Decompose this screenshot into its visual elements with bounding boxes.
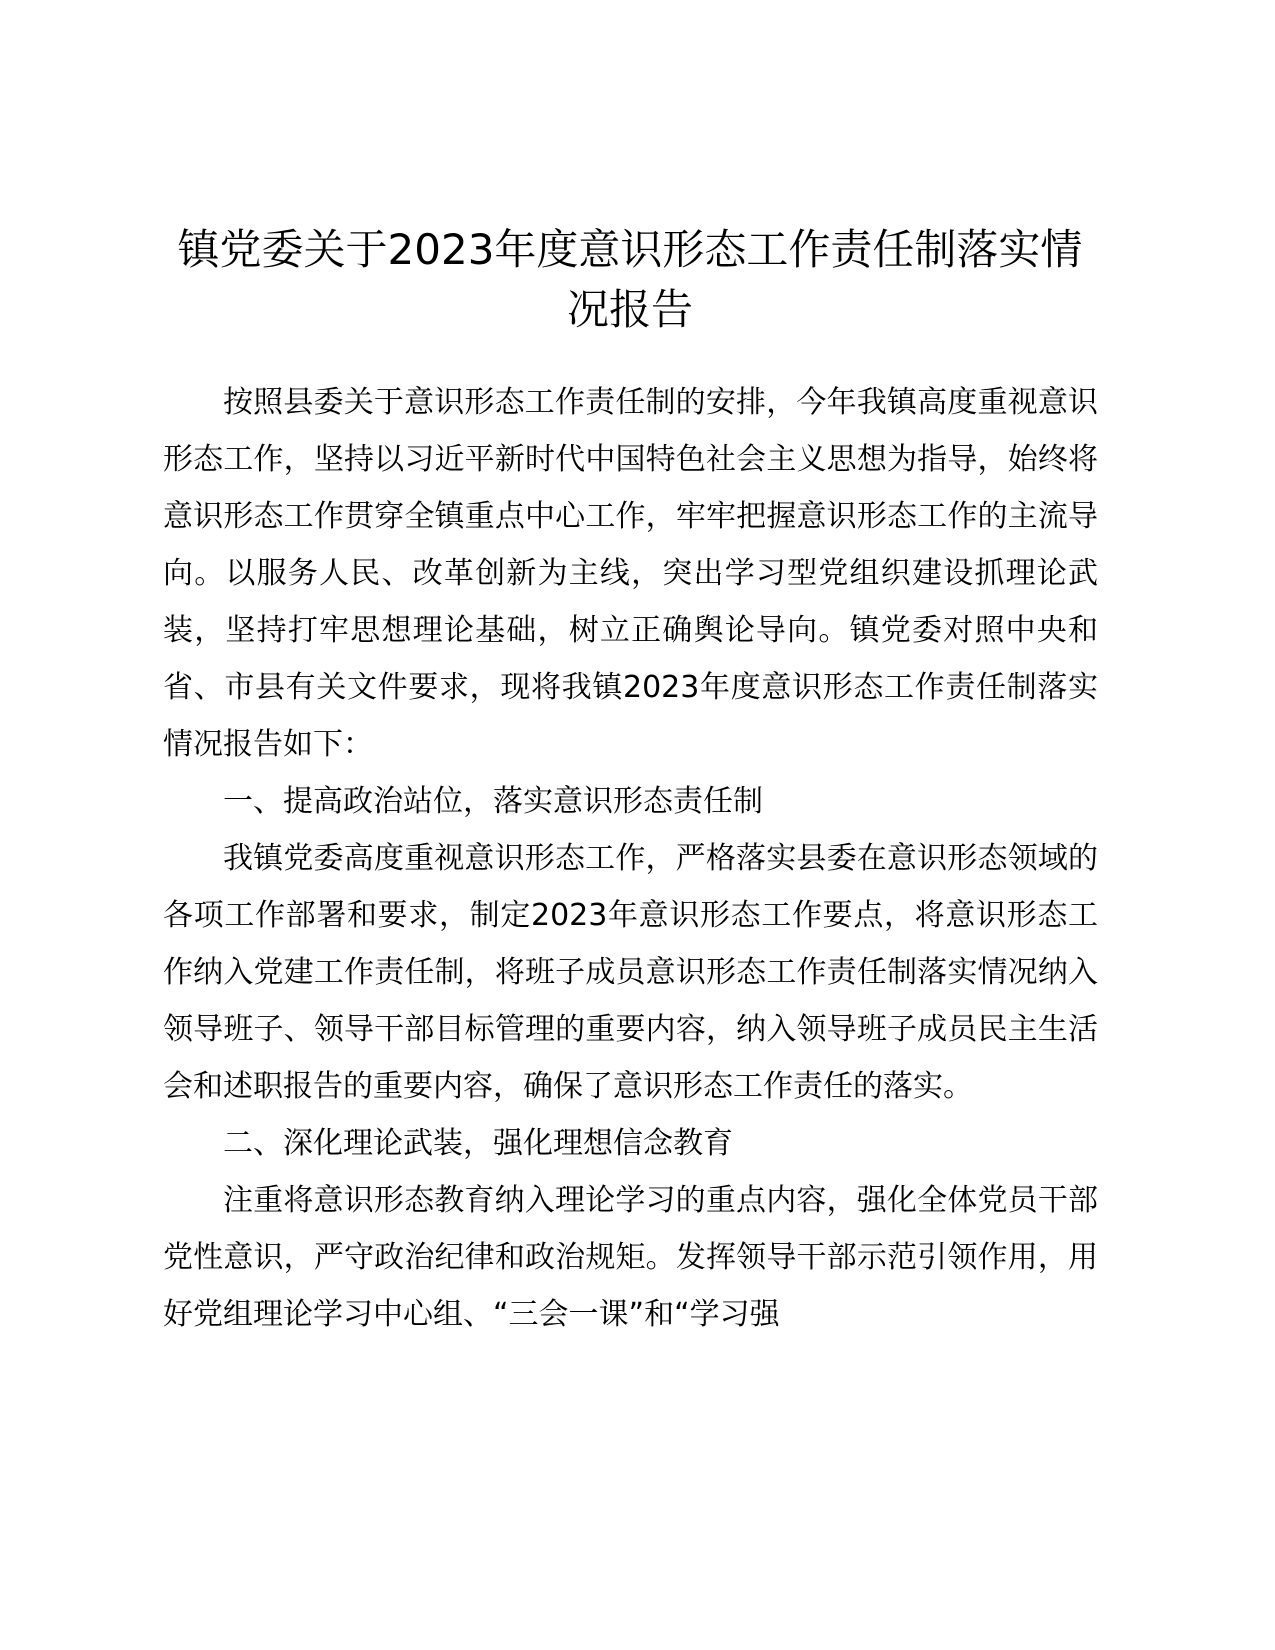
paragraph-section-2: 注重将意识形态教育纳入理论学习的重点内容，强化全体党员干部党性意识，严守政治纪律和政治规矩。发挥领导干部示范引领作用，用好党组理论学习中心组、“三会一课”和“学习强 (163, 1183, 1098, 1332)
document-title: 镇党委关于2023年度意识形态工作责任制落实情况报告 (177, 225, 1083, 334)
paragraph-intro: 按照县委关于意识形态工作责任制的安排，今年我镇高度重视意识形态工作，坚持以习近平新时代中国特色社会主义思想为指导，始终将意识形态工作贯穿全镇重点中心工作，牢牢把握意识形态工作的主流导向。以服务人民、改革创新为主线，突出学习型党组织建设抓理论武装，坚持打牢思想理论基础，树立正确舆论导向。镇党委对照中央和省、市县有关文件要求，现将我镇2023年度意识形态工作责任制落实情况报告如下： (163, 385, 1098, 762)
paragraph-section-1: 我镇党委高度重视意识形态工作，严格落实县委在意识形态领域的各项工作部署和要求，制定2023年意识形态工作要点，将意识形态工作纳入党建工作责任制，将班子成员意识形态工作责任制落实情况纳入领导班子、领导干部目标管理的重要内容，纳入领导班子成员民主生活会和述职报告的重要内容，确保了意识形态工作责任的落实。 (163, 841, 1098, 1104)
section-heading-2: 二、深化理论武装，强化理想信念教育 (223, 1126, 733, 1161)
document-body (163, 374, 1098, 1343)
section-heading-1: 一、提高政治站位，落实意识形态责任制 (223, 784, 763, 819)
